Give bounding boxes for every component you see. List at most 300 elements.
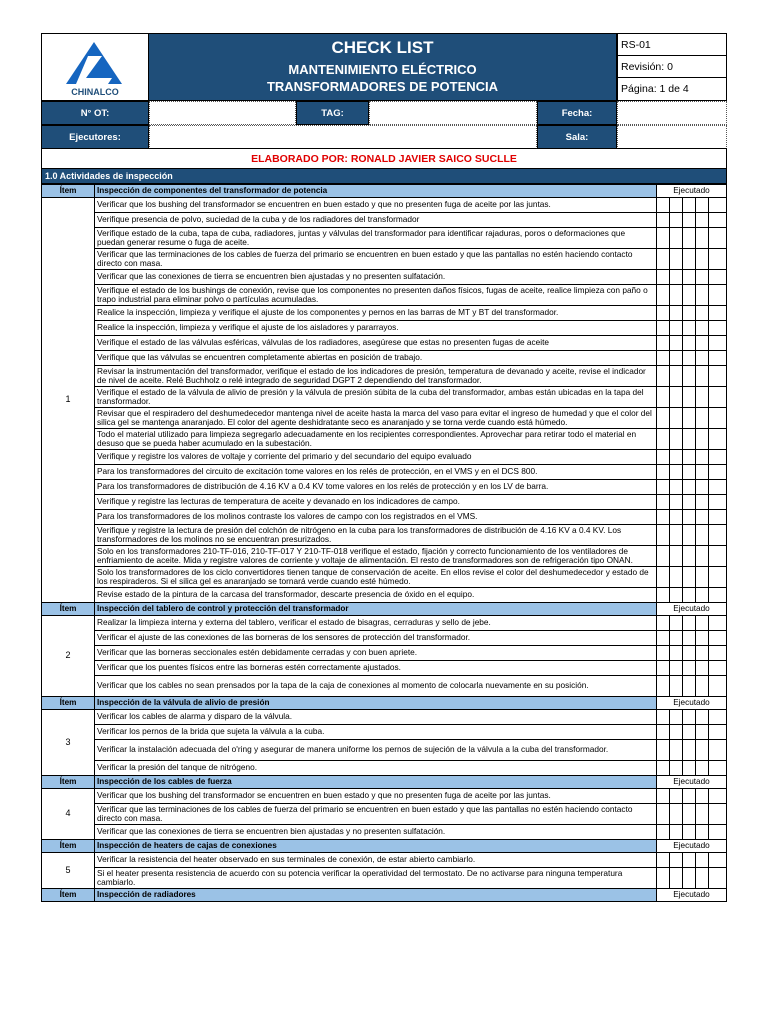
check-cell[interactable] [669,306,682,321]
checklist-row [42,868,727,889]
checklist-row [42,525,727,546]
group-header-row [42,840,727,853]
checklist-row [42,567,727,588]
check-cell[interactable] [695,676,708,697]
check-cell[interactable] [669,429,682,450]
document-title: CHECK LIST [331,38,434,57]
checklist-row [42,285,727,306]
check-cell[interactable] [695,546,708,567]
ot-label: N° OT: [41,101,149,125]
check-cell[interactable] [708,213,726,228]
check-cell[interactable] [682,366,695,387]
check-cell[interactable] [669,646,682,661]
check-cell[interactable] [682,387,695,408]
group-header-row [42,697,727,710]
check-cell[interactable] [695,725,708,740]
check-cell[interactable] [682,567,695,588]
check-cell[interactable] [656,825,669,840]
tag-field[interactable] [369,101,537,125]
document-revision: Revisión: 0 [618,56,726,78]
check-cell[interactable] [695,710,708,725]
check-cell[interactable] [695,480,708,495]
checklist-row [42,853,727,868]
item-column-label: Ítem [42,776,95,789]
checklist-row [42,740,727,761]
check-cell[interactable] [669,567,682,588]
check-cell[interactable] [708,676,726,697]
check-cell[interactable] [656,546,669,567]
fecha-field[interactable] [617,101,727,125]
ejecutores-label: Ejecutores: [41,125,149,149]
check-cell[interactable] [708,480,726,495]
check-cell[interactable] [682,495,695,510]
check-cell[interactable] [656,710,669,725]
checklist-row [42,646,727,661]
check-cell[interactable] [682,661,695,676]
check-cell[interactable] [682,285,695,306]
checklist-row [42,213,727,228]
check-cell[interactable] [656,616,669,631]
check-cell[interactable] [695,868,708,889]
check-cell[interactable] [656,321,669,336]
checklist-item-text: Verifique estado de la cuba, tapa de cuba, radiadores, juntas y válvulas del transformador para identificar rajaduras, poros o deformaciones que puedan generar resume o fuga de aceite. [95,228,657,249]
checklist-row [42,631,727,646]
check-cell[interactable] [669,761,682,776]
check-cell[interactable] [669,676,682,697]
check-cell[interactable] [669,321,682,336]
check-cell[interactable] [708,761,726,776]
check-cell[interactable] [656,285,669,306]
check-cell[interactable] [682,631,695,646]
check-cell[interactable] [695,661,708,676]
checklist-item-text: Verifique y registre los valores de voltaje y corriente del primario y del secundario del equipo evaluado [95,450,657,465]
check-cell[interactable] [708,387,726,408]
check-cell[interactable] [669,546,682,567]
check-cell[interactable] [708,853,726,868]
check-cell[interactable] [669,510,682,525]
group-title: Inspección de heaters de cajas de conexiones [95,840,657,853]
group-title: Inspección de componentes del transformador de potencia [95,185,657,198]
check-cell[interactable] [708,740,726,761]
checklist-item-text: Verifique presencia de polvo, suciedad de la cuba y de los radiadores del transformador [95,213,657,228]
checklist-row [42,270,727,285]
check-cell[interactable] [682,270,695,285]
item-column-label: Ítem [42,603,95,616]
checklist-item-text: Verifique el estado de las válvulas esféricas, válvulas de los radiadores, asegúrese que estas no presenten fugas de aceite [95,336,657,351]
check-cell[interactable] [669,616,682,631]
ot-field[interactable] [149,101,296,125]
check-cell[interactable] [695,213,708,228]
check-cell[interactable] [708,228,726,249]
check-cell[interactable] [708,631,726,646]
check-cell[interactable] [669,525,682,546]
check-cell[interactable] [656,228,669,249]
check-cell[interactable] [682,789,695,804]
check-cell[interactable] [695,588,708,603]
check-cell[interactable] [695,740,708,761]
check-cell[interactable] [682,228,695,249]
check-cell[interactable] [708,366,726,387]
check-cell[interactable] [669,661,682,676]
check-cell[interactable] [695,336,708,351]
check-cell[interactable] [695,646,708,661]
check-cell[interactable] [695,510,708,525]
check-cell[interactable] [669,465,682,480]
group-title: Inspección de los cables de fuerza [95,776,657,789]
check-cell[interactable] [682,450,695,465]
document-page: Página: 1 de 4 [621,83,689,95]
check-cell[interactable] [656,213,669,228]
check-cell[interactable] [669,710,682,725]
group-header-row [42,776,727,789]
check-cell[interactable] [708,285,726,306]
check-cell[interactable] [669,270,682,285]
check-cell[interactable] [669,387,682,408]
check-cell[interactable] [669,740,682,761]
check-cell[interactable] [669,853,682,868]
checklist-item-text: Verificar que los bushing del transformador se encuentren en buen estado y que no presenten fuga de aceite por las juntas. [95,789,657,804]
check-cell[interactable] [695,525,708,546]
check-cell[interactable] [708,198,726,213]
check-cell[interactable] [656,631,669,646]
item-number: 2 [42,616,95,697]
check-cell[interactable] [669,285,682,306]
check-cell[interactable] [708,661,726,676]
checklist-item-text: Verificar que las borneras seccionales estén debidamente cerradas y con buen apriete. [95,646,657,661]
document-header [41,33,727,169]
check-cell[interactable] [669,450,682,465]
check-cell[interactable] [682,510,695,525]
check-cell[interactable] [656,525,669,546]
checklist-row [42,710,727,725]
check-cell[interactable] [695,228,708,249]
item-column-label: Ítem [42,889,95,902]
check-cell[interactable] [695,495,708,510]
check-cell[interactable] [682,198,695,213]
checklist-item-text: Verifique y registre las lecturas de temperatura de aceite y devanado en los indicadores de campo. [95,495,657,510]
check-cell[interactable] [656,306,669,321]
check-cell[interactable] [682,321,695,336]
check-cell[interactable] [656,646,669,661]
check-cell[interactable] [708,567,726,588]
check-cell[interactable] [669,804,682,825]
check-cell[interactable] [708,510,726,525]
check-cell[interactable] [656,480,669,495]
check-cell[interactable] [656,465,669,480]
section-title: 1.0 Actividades de inspección [41,169,727,184]
checklist-item-text: Revisar que el respiradero del deshumedecedor mantenga nivel de aceite hasta la marca del vaso para evitar el ingreso de humedad y que el color del silica gel se mantenga anaranjado. El color del agente deshidratante seco es anaranjado y se torna verde cuando está húmedo. [95,408,657,429]
check-cell[interactable] [682,429,695,450]
check-cell[interactable] [656,408,669,429]
check-cell[interactable] [708,588,726,603]
tag-label: TAG: [296,101,369,125]
check-cell[interactable] [695,789,708,804]
check-cell[interactable] [682,710,695,725]
fecha-label: Fecha: [537,101,617,125]
check-cell[interactable] [695,450,708,465]
check-cell[interactable] [656,567,669,588]
group-header-row [42,889,727,902]
checklist-sheet [41,33,727,902]
check-cell[interactable] [669,725,682,740]
check-cell[interactable] [669,198,682,213]
check-cell[interactable] [708,804,726,825]
check-cell[interactable] [695,198,708,213]
check-cell[interactable] [669,631,682,646]
checklist-item-text: Solo los transformadores de los ciclo convertidores tienen tanque de conservación de aceite. En ellos revise el color del deshumedecedor y estado de los respiraderos. Si el silica gel es anaranjado se tornará verde cuando esté húmedo. [95,567,657,588]
checklist-item-text: Para los transformadores de los molinos contraste los valores de campo con los registrados en el VMS. [95,510,657,525]
checklist-item-text: Verificar que los bushing del transformador se encuentren en buen estado y que no presenten fuga de aceite por las juntas. [95,198,657,213]
check-cell[interactable] [669,228,682,249]
check-cell[interactable] [656,588,669,603]
check-cell[interactable] [656,429,669,450]
check-cell[interactable] [682,525,695,546]
check-cell[interactable] [656,804,669,825]
check-cell[interactable] [669,868,682,889]
checklist-row [42,825,727,840]
check-cell[interactable] [708,710,726,725]
check-cell[interactable] [695,804,708,825]
check-cell[interactable] [669,351,682,366]
checklist-row [42,228,727,249]
item-column-label: Ítem [42,697,95,710]
ejecutado-column-label: Ejecutado [656,840,726,853]
group-title: Inspección del tablero de control y protección del transformador [95,603,657,616]
check-cell[interactable] [695,387,708,408]
check-cell[interactable] [695,631,708,646]
check-cell[interactable] [656,450,669,465]
checklist-item-text: Verificar que los puentes físicos entre las borneras estén correctamente ajustados. [95,661,657,676]
check-cell[interactable] [656,740,669,761]
check-cell[interactable] [708,868,726,889]
checklist-item-text: Verificar que los cables no sean prensados por la tapa de la caja de conexiones al momento de colocarla nuevamente en su posición. [95,676,657,697]
check-cell[interactable] [682,306,695,321]
checklist-item-text: Verificar que las conexiones de tierra se encuentren bien ajustadas y no presenten sulfatación. [95,825,657,840]
check-cell[interactable] [695,567,708,588]
check-cell[interactable] [682,761,695,776]
checklist-item-text: Solo en los transformadores 210-TF-016, 210-TF-017 Y 210-TF-018 verifique el estado, fijación y correcto funcionamiento de los ventiladores de enfriamiento de aceite. Mida y registre valores de corriente y voltaje de alimentación. El resto de transformadores son de refrigeración tipo ONAN. [95,546,657,567]
check-cell[interactable] [669,213,682,228]
check-cell[interactable] [682,825,695,840]
checklist-item-text: Para los transformadores de distribución de 4.16 KV a 0.4 KV tome valores en los relés de protección y en los LV de barra. [95,480,657,495]
ejecutores-field[interactable] [149,125,537,149]
check-cell[interactable] [656,366,669,387]
sala-field[interactable] [617,125,727,149]
document-subtitle-1: MANTENIMIENTO ELÉCTRICO [288,62,477,77]
check-cell[interactable] [669,408,682,429]
check-cell[interactable] [695,285,708,306]
checklist-item-text: Verificar que las terminaciones de los cables de fuerza del primario se encuentren en buen estado y que las pantallas no estén haciendo contacto directo con masa. [95,249,657,270]
company-logo [41,33,149,101]
check-cell[interactable] [656,761,669,776]
check-cell[interactable] [708,789,726,804]
checklist-item-text: Revisar la instrumentación del transformador, verifique el estado de los indicadores de presión, temperatura de devanado y aceite, revise el indicador de nivel de aceite. Relé Buchholz o relé integrado de seguridad DGPT 2 dependiendo del transformador. [95,366,657,387]
check-cell[interactable] [656,868,669,889]
check-cell[interactable] [708,249,726,270]
author-line: ELABORADO POR: RONALD JAVIER SAICO SUCLLE [41,148,727,169]
check-cell[interactable] [708,495,726,510]
checklist-row [42,306,727,321]
check-cell[interactable] [669,588,682,603]
checklist-row [42,480,727,495]
logo-text: CHINALCO [71,87,119,97]
check-cell[interactable] [695,825,708,840]
check-cell[interactable] [669,789,682,804]
checklist-row [42,408,727,429]
check-cell[interactable] [682,408,695,429]
check-cell[interactable] [656,789,669,804]
check-cell[interactable] [695,321,708,336]
checklist-row [42,495,727,510]
checklist-item-text: Realice la inspección, limpieza y verifique el ajuste de los aisladores y pararrayos. [95,321,657,336]
checklist-item-text: Verificar los pernos de la brida que sujeta la válvula a la cuba. [95,725,657,740]
checklist-item-text: Realice la inspección, limpieza y verifique el ajuste de los componentes y pernos en las barras de MT y BT del transformador. [95,306,657,321]
check-cell[interactable] [656,387,669,408]
check-cell[interactable] [708,725,726,740]
check-cell[interactable] [708,321,726,336]
group-header-row [42,603,727,616]
check-cell[interactable] [682,725,695,740]
check-cell[interactable] [708,408,726,429]
checklist-item-text: Si el heater presenta resistencia de acuerdo con su potencia verificar la operatividad del termostato. De no activarse para ninguna temperatura cambiarlo. [95,868,657,889]
checklist-row [42,616,727,631]
checklist-row [42,676,727,697]
checklist-row [42,465,727,480]
item-column-label: Ítem [42,185,95,198]
check-cell[interactable] [656,270,669,285]
checklist-item-text: Verificar la instalación adecuada del o'ring y asegurar de manera uniforme los pernos de sujeción de la válvula a la cuba del transformador. [95,740,657,761]
checklist-row [42,761,727,776]
check-cell[interactable] [682,546,695,567]
checklist-item-text: Verifique que las válvulas se encuentren completamente abiertas en posición de trabajo. [95,351,657,366]
check-cell[interactable] [708,429,726,450]
check-cell[interactable] [708,450,726,465]
ejecutado-column-label: Ejecutado [656,776,726,789]
check-cell[interactable] [669,336,682,351]
checklist-item-text: Verificar que las terminaciones de los cables de fuerza del primario se encuentren en buen estado y que las pantallas no estén haciendo contacto directo con masa. [95,804,657,825]
check-cell[interactable] [708,270,726,285]
check-cell[interactable] [682,480,695,495]
document-meta [617,33,727,101]
document-code: RS-01 [618,34,726,56]
checklist-row [42,661,727,676]
check-cell[interactable] [695,249,708,270]
check-cell[interactable] [656,351,669,366]
check-cell[interactable] [656,661,669,676]
check-cell[interactable] [656,198,669,213]
check-cell[interactable] [708,306,726,321]
check-cell[interactable] [695,306,708,321]
check-cell[interactable] [656,510,669,525]
item-column-label: Ítem [42,840,95,853]
document-subtitle-2: TRANSFORMADORES DE POTENCIA [266,79,499,94]
checklist-row [42,198,727,213]
check-cell[interactable] [682,868,695,889]
check-cell[interactable] [708,525,726,546]
check-cell[interactable] [695,761,708,776]
chinalco-logo-icon [42,34,148,100]
check-cell[interactable] [695,853,708,868]
checklist-item-text: Verifique el estado de los bushings de conexión, revise que los componentes no presenten daños físicos, fugas de aceite, realice limpieza con paño o trapo industrial para eliminar polvo o partículas acumuladas. [95,285,657,306]
check-cell[interactable] [656,336,669,351]
checklist-item-text: Verificar que las conexiones de tierra se encuentren bien ajustadas y no presenten sulfatación. [95,270,657,285]
check-cell[interactable] [682,465,695,480]
check-cell[interactable] [682,740,695,761]
item-number: 3 [42,710,95,776]
check-cell[interactable] [695,270,708,285]
check-cell[interactable] [669,825,682,840]
check-cell[interactable] [708,825,726,840]
check-cell[interactable] [669,366,682,387]
checklist-row [42,249,727,270]
check-cell[interactable] [682,213,695,228]
check-cell[interactable] [656,495,669,510]
checklist-item-text: Verificar los cables de alarma y disparo de la válvula. [95,710,657,725]
checklist-item-text: Para los transformadores del circuito de excitación tome valores en los relés de protección, en el VMS y en el DCS 800. [95,465,657,480]
checklist-row [42,789,727,804]
check-cell[interactable] [708,336,726,351]
ejecutado-column-label: Ejecutado [656,603,726,616]
checklist-item-text: Verifique el estado de la válvula de alivio de presión y la válvula de presión súbita de la cuba del transformador, ambas están ubicadas en la tapa del transformador. [95,387,657,408]
sala-label: Sala: [537,125,617,149]
item-number: 4 [42,789,95,840]
checklist-row [42,351,727,366]
checklist-item-text: Realizar la limpieza interna y externa del tablero, verificar el estado de bisagras, cerraduras y sello de jebe. [95,616,657,631]
check-cell[interactable] [708,351,726,366]
check-cell[interactable] [708,546,726,567]
check-cell[interactable] [682,646,695,661]
check-cell[interactable] [695,429,708,450]
group-title: Inspección de la válvula de alivio de presión [95,697,657,710]
checklist-row [42,725,727,740]
check-cell[interactable] [682,616,695,631]
check-cell[interactable] [656,853,669,868]
checklist-row [42,510,727,525]
checklist-row [42,588,727,603]
checklist-item-text: Verifique y registre la lectura de presión del colchón de nitrógeno en la cuba para los transformadores de distribución de 4.16 KV a 0.4 KV. Los transformadores de los molinos no se encuentran presurizados. [95,525,657,546]
check-cell[interactable] [682,588,695,603]
check-cell[interactable] [669,480,682,495]
checklist-row [42,429,727,450]
check-cell[interactable] [695,408,708,429]
check-cell[interactable] [695,351,708,366]
check-cell[interactable] [695,366,708,387]
checklist-item-text: Verificar la resistencia del heater observado en sus terminales de conexión, de estar abierto cambiarlo. [95,853,657,868]
check-cell[interactable] [708,616,726,631]
check-cell[interactable] [682,336,695,351]
check-cell[interactable] [682,853,695,868]
checklist-row [42,450,727,465]
checklist-item-text: Revise estado de la pintura de la carcasa del transformador, descarte presencia de óxido en el equipo. [95,588,657,603]
check-cell[interactable] [682,676,695,697]
check-cell[interactable] [656,676,669,697]
check-cell[interactable] [682,351,695,366]
check-cell[interactable] [695,616,708,631]
check-cell[interactable] [682,804,695,825]
group-header-row [42,185,727,198]
check-cell[interactable] [669,495,682,510]
check-cell[interactable] [708,646,726,661]
check-cell[interactable] [656,725,669,740]
check-cell[interactable] [656,249,669,270]
check-cell[interactable] [708,465,726,480]
check-cell[interactable] [669,249,682,270]
item-number: 1 [42,198,95,603]
check-cell[interactable] [695,465,708,480]
check-cell[interactable] [682,249,695,270]
checklist-row [42,366,727,387]
ejecutado-column-label: Ejecutado [656,697,726,710]
